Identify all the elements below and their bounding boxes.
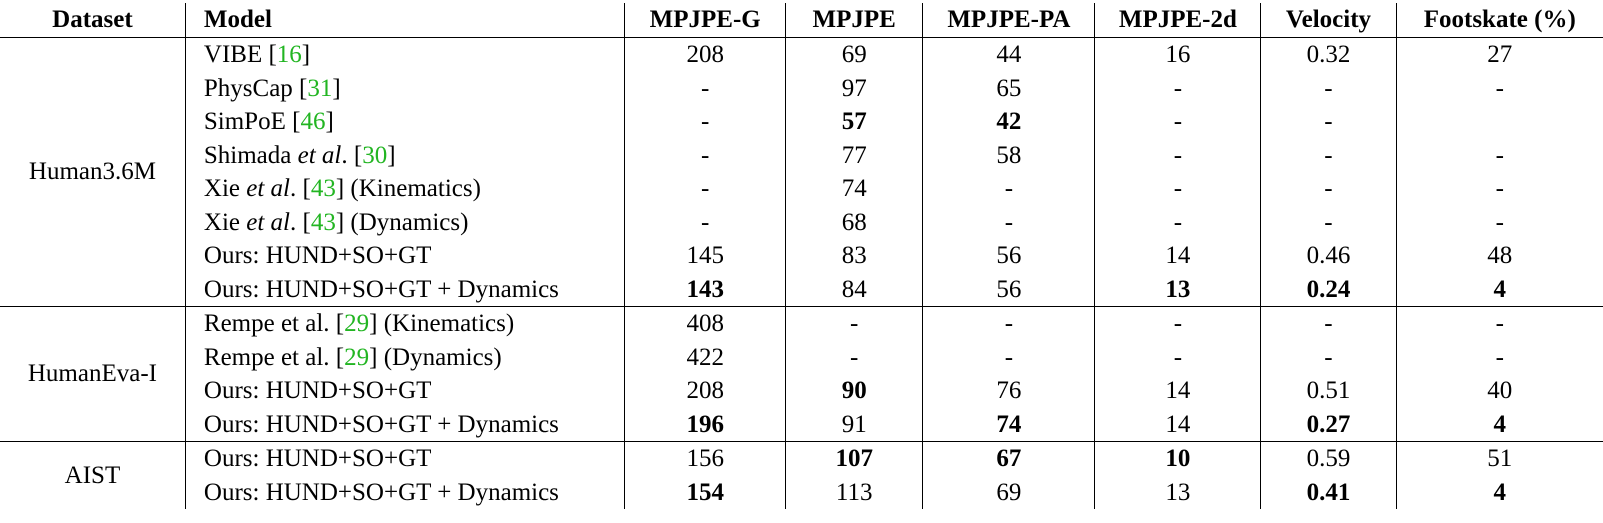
table-row	[0, 273, 1603, 307]
value-mpjpe: 90	[786, 374, 923, 408]
citation-link[interactable]: 43	[310, 208, 336, 236]
model-text: ]	[387, 141, 396, 169]
model-cell	[185, 408, 624, 442]
model-cell	[185, 105, 624, 139]
value-footskate	[1396, 105, 1603, 139]
value-mpjpe: 77	[786, 139, 923, 173]
value-footskate: -	[1495, 208, 1504, 236]
model-cell	[185, 442, 624, 476]
header-mpjpe-2d: MPJPE-2d	[1095, 3, 1261, 38]
value-mpjpe-2d: -	[1095, 72, 1261, 106]
value-mpjpe-2d: 13	[1095, 273, 1261, 307]
citation-link[interactable]: 31	[307, 74, 333, 102]
model-cell	[185, 374, 624, 408]
value-mpjpe: 84	[786, 273, 923, 307]
model-cell	[185, 206, 624, 240]
citation-link[interactable]: 29	[344, 310, 370, 337]
value-mpjpe-2d: 14	[1095, 408, 1261, 442]
citation-link[interactable]: 29	[344, 343, 370, 371]
value-mpjpe: 91	[786, 408, 923, 442]
value-mpjpe-pa: -	[923, 307, 1095, 341]
citation-link[interactable]: 30	[362, 141, 388, 169]
value-velocity: 0.51	[1261, 374, 1396, 408]
model-text: VIBE [	[203, 41, 277, 68]
citation-link[interactable]: 46	[300, 108, 326, 135]
header-row	[0, 3, 1603, 38]
header-mpjpe: MPJPE	[786, 3, 923, 38]
value-mpjpe-pa: 76	[923, 374, 1095, 408]
value-mpjpe-2d: 10	[1095, 442, 1261, 476]
value-mpjpe-g: 208	[625, 374, 786, 408]
header-mpjpe-pa: MPJPE-PA	[923, 3, 1095, 38]
value-mpjpe-pa: -	[923, 341, 1095, 375]
value-mpjpe: 97	[786, 72, 923, 106]
value-mpjpe-g: 196	[625, 408, 786, 442]
value-footskate: 27	[1487, 41, 1513, 68]
table-row	[0, 139, 1603, 173]
model-cell	[185, 341, 624, 375]
value-mpjpe: 74	[786, 172, 923, 206]
value-mpjpe-2d: -	[1095, 105, 1261, 139]
table-row	[0, 374, 1603, 408]
results-table	[0, 3, 1603, 509]
value-mpjpe-pa: 56	[923, 273, 1095, 307]
value-velocity: -	[1261, 139, 1396, 173]
value-footskate: 4	[1493, 478, 1507, 506]
model-text: Shimada	[203, 141, 298, 169]
table-row	[0, 172, 1603, 206]
model-text-italic: et al	[246, 208, 290, 236]
value-mpjpe-g: -	[625, 172, 786, 206]
value-footskate: 4	[1396, 273, 1603, 307]
value-mpjpe: 68	[786, 206, 923, 240]
value-mpjpe-pa: -	[923, 172, 1095, 206]
value-footskate: 48	[1487, 242, 1513, 269]
table-row	[0, 72, 1603, 106]
model-text: Ours: HUND+SO+GT + Dynamics	[203, 478, 559, 506]
table-row	[0, 341, 1603, 375]
model-text: ] (Dynamics)	[335, 208, 469, 236]
value-mpjpe-g: 408	[625, 307, 786, 341]
table-row	[0, 38, 1603, 72]
value-velocity: 0.46	[1261, 239, 1396, 273]
header-model: Model	[185, 3, 624, 38]
value-footskate: 4	[1396, 408, 1603, 442]
value-velocity: 0.41	[1261, 476, 1396, 510]
value-mpjpe-pa: 67	[923, 442, 1095, 476]
value-mpjpe-2d: -	[1095, 206, 1261, 240]
value-footskate: -	[1495, 343, 1504, 371]
value-mpjpe-g: 422	[625, 341, 786, 375]
value-footskate: -	[1495, 175, 1504, 202]
value-mpjpe: 69	[786, 38, 923, 72]
value-mpjpe-pa: -	[923, 206, 1095, 240]
table-row	[0, 105, 1603, 139]
value-mpjpe: 83	[786, 239, 923, 273]
value-footskate: -	[1495, 310, 1504, 337]
table-row	[0, 307, 1603, 341]
model-text: ] (Kinematics)	[335, 175, 481, 202]
value-mpjpe-g: -	[625, 72, 786, 106]
header-velocity: Velocity	[1261, 3, 1396, 38]
table-row	[0, 442, 1603, 476]
dataset-cell: HumanEva-I	[0, 307, 185, 442]
model-cell	[185, 38, 624, 72]
value-velocity: -	[1261, 105, 1396, 139]
value-mpjpe: 107	[786, 442, 923, 476]
table-row	[0, 239, 1603, 273]
model-text: ] (Dynamics)	[369, 343, 502, 371]
model-cell	[185, 273, 624, 307]
model-text: ] (Kinematics)	[369, 310, 515, 337]
value-mpjpe-pa: 65	[923, 72, 1095, 106]
value-mpjpe: -	[786, 341, 923, 375]
model-text: Ours: HUND+SO+GT + Dynamics	[203, 410, 559, 438]
value-footskate: 40	[1487, 377, 1513, 404]
value-footskate: 51	[1487, 445, 1513, 472]
model-text: Ours: HUND+SO+GT + Dynamics	[203, 275, 559, 303]
value-mpjpe-pa: 74	[923, 408, 1095, 442]
value-mpjpe-pa: 42	[923, 105, 1095, 139]
value-mpjpe-g: -	[625, 206, 786, 240]
model-text: ]	[332, 74, 341, 102]
value-mpjpe-g: 145	[625, 239, 786, 273]
model-text: SimPoE [	[203, 108, 301, 135]
value-velocity: 0.32	[1261, 38, 1396, 72]
model-text: Ours: HUND+SO+GT	[203, 377, 432, 404]
table-row	[0, 206, 1603, 240]
value-mpjpe-2d: -	[1095, 341, 1261, 375]
value-mpjpe: -	[786, 307, 923, 341]
model-cell	[185, 239, 624, 273]
value-mpjpe-pa: 56	[923, 239, 1095, 273]
value-mpjpe-g: -	[625, 105, 786, 139]
value-velocity: -	[1261, 307, 1396, 341]
model-text: . [	[341, 141, 363, 169]
value-mpjpe: 113	[786, 476, 923, 510]
dataset-cell: AIST	[0, 442, 185, 510]
value-velocity: 0.59	[1261, 442, 1396, 476]
value-velocity: -	[1261, 172, 1396, 206]
model-text: Xie	[203, 208, 247, 236]
value-mpjpe-pa: 58	[923, 139, 1095, 173]
table-body	[0, 38, 1603, 510]
model-cell	[185, 476, 624, 510]
value-mpjpe-g: 143	[625, 273, 786, 307]
value-velocity: -	[1261, 206, 1396, 240]
model-text: PhysCap [	[203, 74, 308, 102]
header-footskate: Footskate (%)	[1396, 3, 1603, 38]
value-footskate: -	[1495, 141, 1504, 169]
model-cell	[185, 307, 624, 341]
model-text: Ours: HUND+SO+GT	[203, 445, 432, 472]
value-mpjpe-2d: 14	[1095, 374, 1261, 408]
value-footskate: -	[1495, 74, 1504, 102]
model-text: Rempe et al. [	[203, 343, 345, 371]
value-velocity: 0.24	[1261, 273, 1396, 307]
value-mpjpe-2d: 14	[1095, 239, 1261, 273]
model-text: . [	[290, 175, 311, 202]
model-text-italic: et al	[246, 175, 290, 202]
table-row	[0, 476, 1603, 510]
model-cell	[185, 139, 624, 173]
model-text: Rempe et al. [	[203, 310, 345, 337]
citation-link[interactable]: 43	[310, 175, 336, 202]
model-text: ]	[325, 108, 334, 135]
value-velocity: -	[1261, 341, 1396, 375]
value-mpjpe-g: -	[625, 139, 786, 173]
header-mpjpe-g: MPJPE-G	[625, 3, 786, 38]
table-row	[0, 408, 1603, 442]
value-mpjpe-2d: 16	[1095, 38, 1261, 72]
value-mpjpe-g: 156	[625, 442, 786, 476]
value-mpjpe-2d: -	[1095, 139, 1261, 173]
value-velocity: 0.27	[1261, 408, 1396, 442]
model-cell	[185, 172, 624, 206]
value-mpjpe-2d: 13	[1095, 476, 1261, 510]
model-cell	[185, 72, 624, 106]
model-text: ]	[301, 41, 311, 68]
model-text: Xie	[203, 175, 247, 202]
model-text: . [	[290, 208, 311, 236]
dataset-cell: Human3.6M	[0, 38, 185, 307]
model-text: Ours: HUND+SO+GT	[203, 242, 432, 269]
value-velocity: -	[1261, 72, 1396, 106]
value-mpjpe: 57	[786, 105, 923, 139]
value-mpjpe-g: 154	[625, 476, 786, 510]
model-text-italic: et al	[297, 141, 342, 169]
value-mpjpe-2d: -	[1095, 307, 1261, 341]
header-dataset: Dataset	[0, 3, 185, 38]
value-mpjpe-pa: 69	[923, 476, 1095, 510]
value-mpjpe-g: 208	[625, 38, 786, 72]
value-mpjpe-pa: 44	[923, 38, 1095, 72]
citation-link[interactable]: 16	[276, 41, 302, 68]
value-mpjpe-2d: -	[1095, 172, 1261, 206]
